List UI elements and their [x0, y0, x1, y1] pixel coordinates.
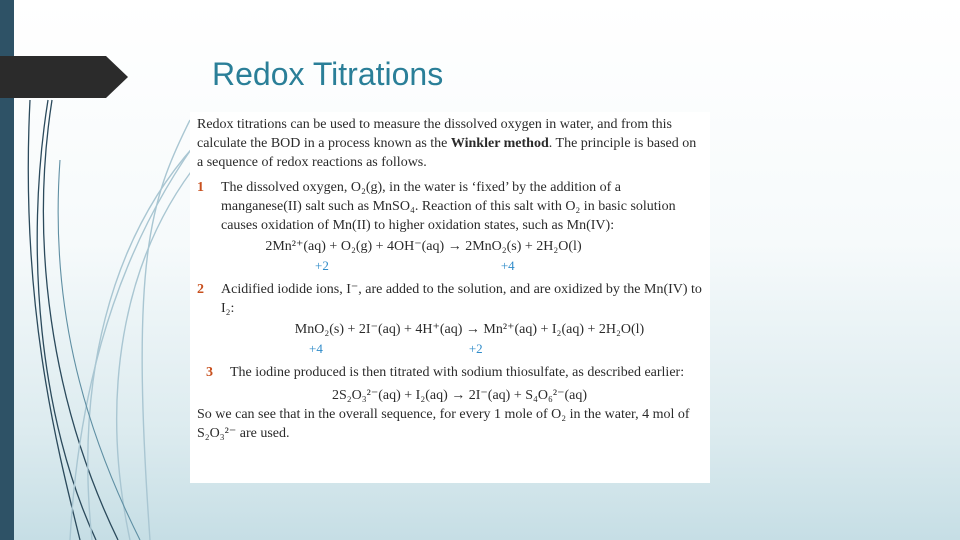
content-panel: [190, 112, 710, 483]
oxidation-states-1: [197, 256, 702, 274]
oxidation-states-2: [197, 339, 702, 357]
step-2: [197, 280, 702, 318]
equation-3: 2S₂O₃²⁻(aq) + I₂(aq) → 2I⁻(aq) + S₄O₆²⁻(aq): [331, 388, 588, 403]
slide-title: Redox Titrations: [212, 56, 444, 92]
step-text: Acidified iodide ions, I⁻, are added to the solution, and are oxidized by the Mn(IV) to I₂:: [221, 282, 702, 316]
step-number: 3: [206, 365, 213, 380]
step-3: [197, 363, 702, 382]
step-number: 1: [197, 180, 204, 195]
equation-2: MnO₂(s) + 2I⁻(aq) + 4H⁺(aq) → Mn²⁺(aq) + I₂(aq) + 2H₂O(l): [294, 322, 645, 337]
step-number: 2: [197, 282, 204, 297]
intro-text-part1: Redox titrations can be used to measure the dissolved oxygen in water, and from this calculate the BOD in a process known as the: [197, 117, 672, 151]
arrow-tab: [0, 56, 128, 98]
ox-state-left: +4: [309, 341, 323, 356]
conclusion-text: So we can see that in the overall sequence, for every 1 mole of O₂ in the water, 4 mol of S₂O₃²⁻ are used.: [197, 407, 690, 441]
intro-bold-term: Winkler method: [450, 136, 549, 151]
ox-state-left: +2: [315, 258, 329, 273]
step-1: [197, 178, 702, 235]
ox-state-right: +4: [500, 258, 515, 273]
intro-text-part2: . The principle is based on a sequence of redox reactions as follows.: [197, 136, 697, 170]
intro-paragraph: [197, 115, 702, 172]
step-text: The iodine produced is then titrated with sodium thiosulfate, as described earlier:: [230, 365, 685, 380]
ox-state-right: +2: [468, 341, 483, 356]
step-text: The dissolved oxygen, O₂(g), in the water is ‘fixed’ by the addition of a manganese(II) salt such as MnSO₄. Reaction of this salt with O₂ in basic solution causes oxidation of Mn(II) to higher oxidation states, such as Mn(IV):: [221, 180, 676, 233]
equation-1: 2Mn²⁺(aq) + O₂(g) + 4OH⁻(aq) → 2MnO₂(s) + 2H₂O(l): [265, 239, 582, 254]
